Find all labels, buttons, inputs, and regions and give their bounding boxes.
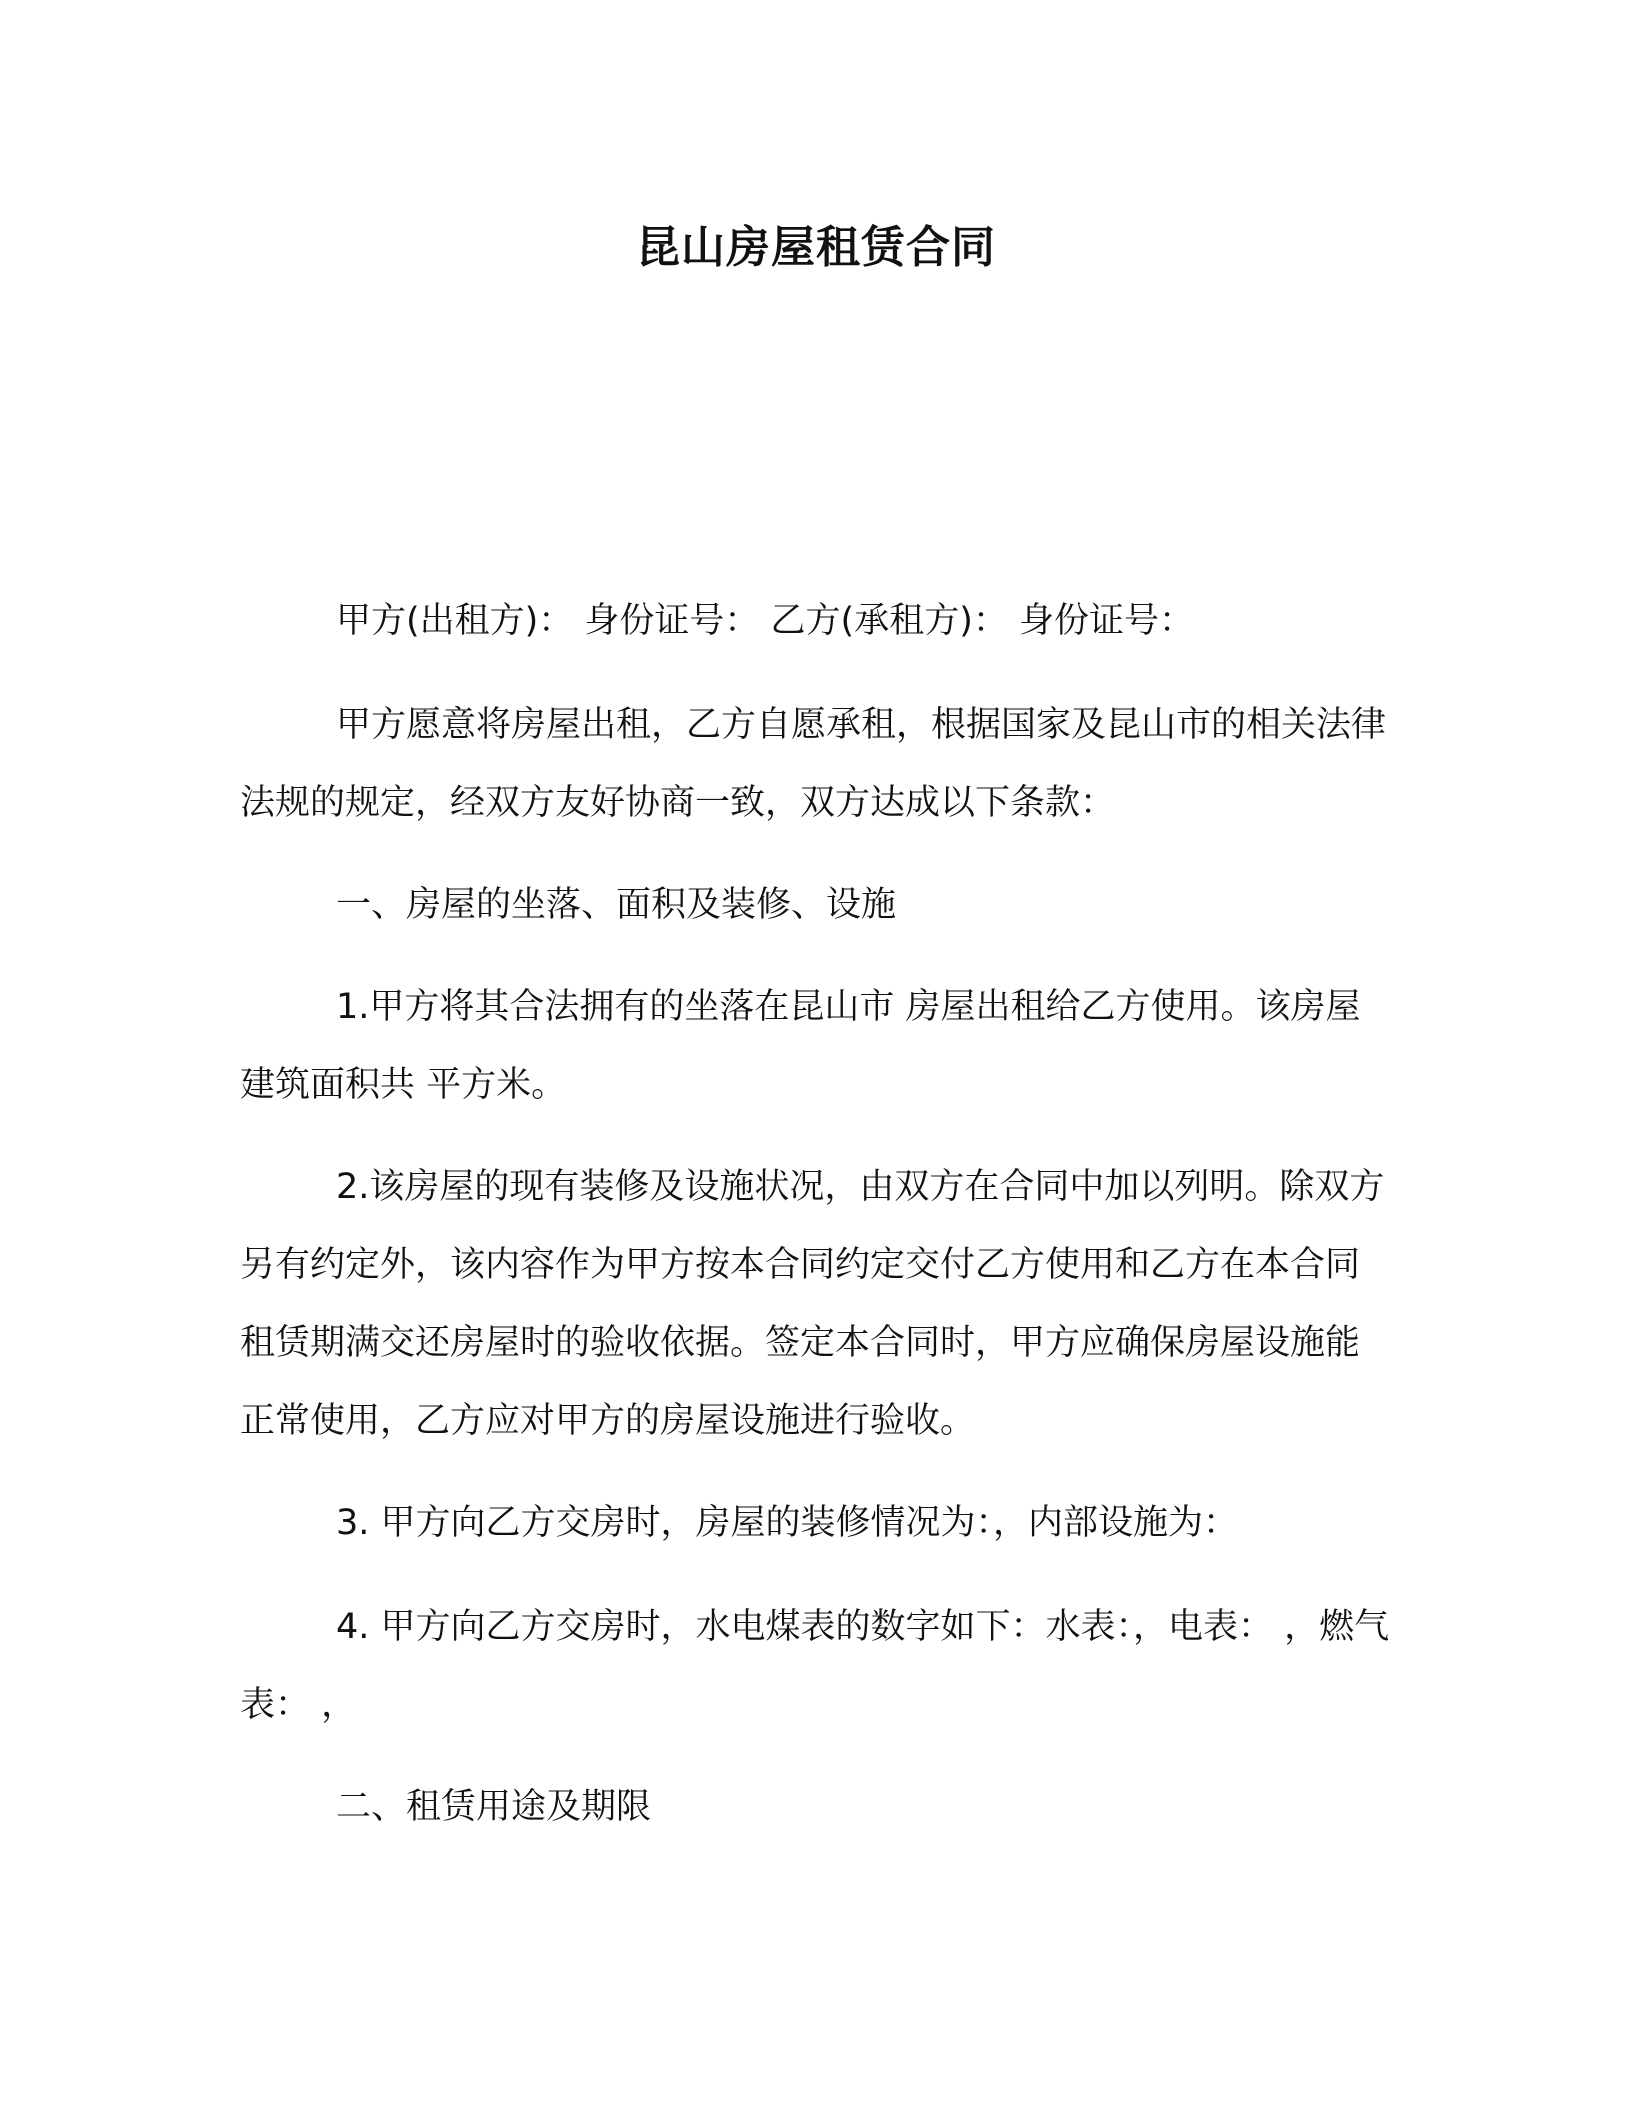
parties-line: 甲方(出租方)： 身份证号： 乙方(承租方)： 身份证号：: [336, 601, 1194, 641]
section-heading-1: 一、房屋的坐落、面积及装修、设施: [336, 885, 897, 925]
clause-1-1: 1.甲方将其合法拥有的坐落在昆山市 房屋出租给乙方使用。该房屋建筑面积共 平方米。: [240, 987, 1361, 1105]
section-heading-2: 二、租赁用途及期限: [336, 1787, 652, 1827]
clause-1-2: 2.该房屋的现有装修及设施状况，由双方在合同中加以列明。除双方另有约定外，该内容作为甲方按本合同约定交付乙方使用和乙方在本合同租赁期满交还房屋时的验收依据。签定本合同时，甲方应确保房屋设施能正常使用，乙方应对甲方的房屋设施进行验收。: [240, 1167, 1385, 1441]
preamble-paragraph: 甲方愿意将房屋出租，乙方自愿承租，根据国家及昆山市的相关法律法规的规定，经双方友好协商一致，双方达成以下条款：: [240, 705, 1387, 823]
document-title: 昆山房屋租赁合同: [636, 222, 996, 273]
clause-1-3: 3. 甲方向乙方交房时，房屋的装修情况为：，内部设施为：: [336, 1503, 1239, 1543]
clause-1-4: 4. 甲方向乙方交房时，水电煤表的数字如下：水表：，电表： ，燃气表： ，: [240, 1607, 1390, 1725]
